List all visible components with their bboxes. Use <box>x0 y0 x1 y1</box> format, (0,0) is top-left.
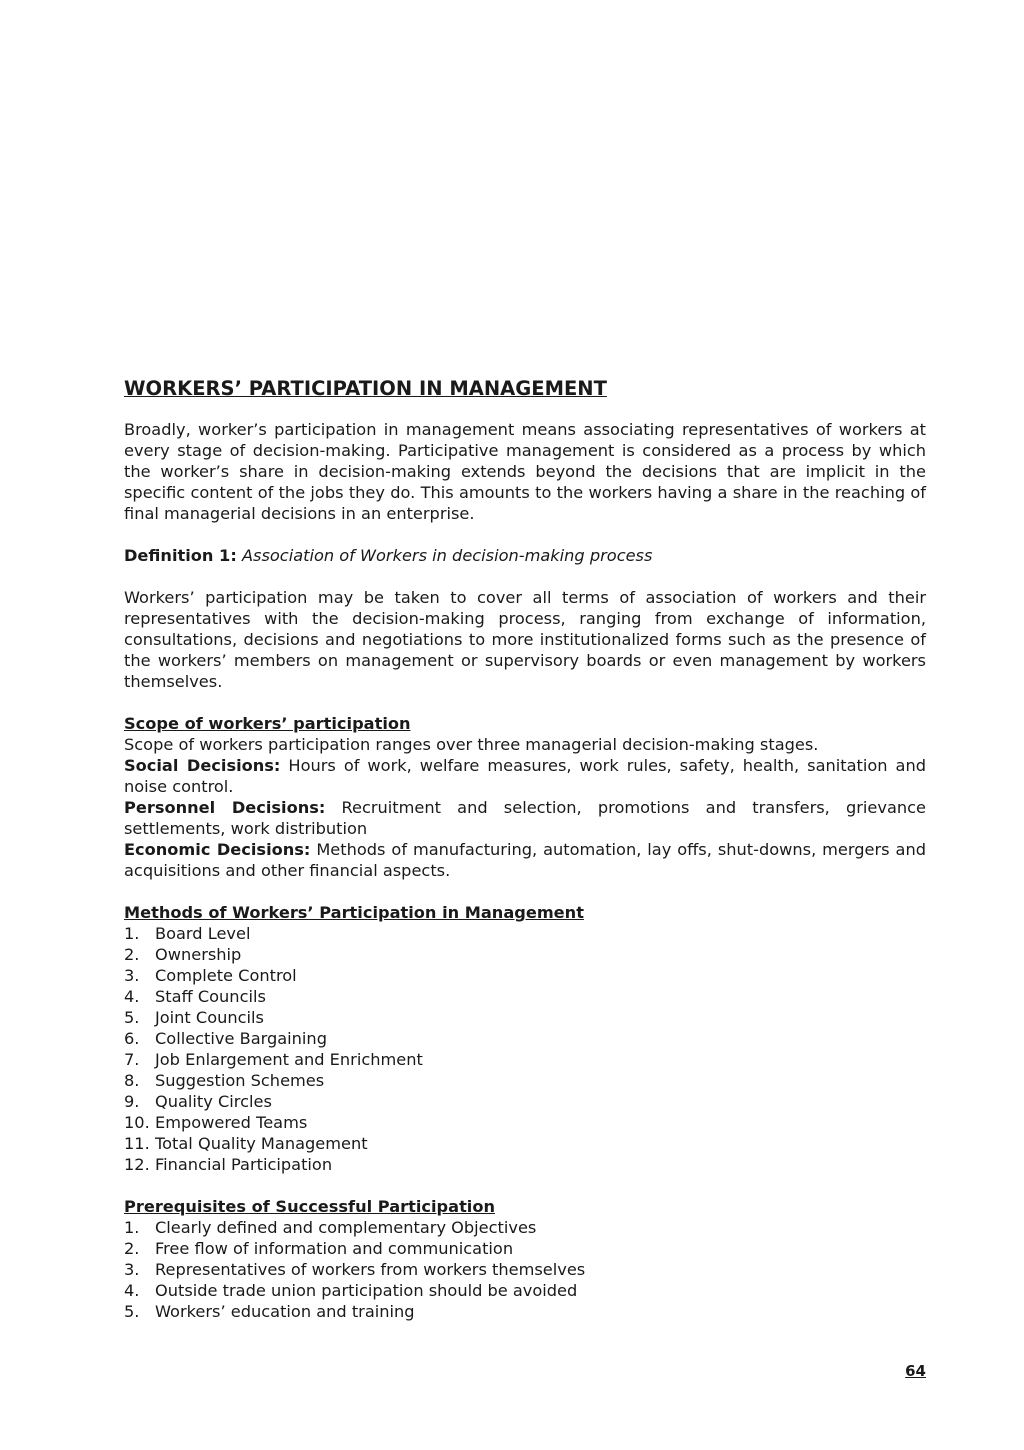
list-item <box>124 1259 926 1280</box>
list-item <box>124 944 926 965</box>
list-item-text: Complete Control <box>155 966 297 985</box>
list-item-text: Collective Bargaining <box>155 1029 327 1048</box>
list-item-text: Job Enlargement and Enrichment <box>155 1050 423 1069</box>
page-number: 64 <box>905 1362 926 1380</box>
definition-text: Association of Workers in decision-making process <box>241 546 653 565</box>
list-item-text: Free flow of information and communication <box>155 1239 514 1258</box>
list-item-number: 2. <box>124 1239 140 1258</box>
list-item-number: 2. <box>124 945 140 964</box>
list-item-text: Total Quality Management <box>155 1134 368 1153</box>
list-item-text: Joint Councils <box>155 1008 264 1027</box>
list-item-number: 12. <box>124 1155 150 1174</box>
economic-decisions-text: Methods of manufacturing, automation, lay offs, shut-downs, mergers and acquisitions and other financial aspects. <box>124 840 926 880</box>
list-item-text: Representatives of workers from workers themselves <box>155 1260 586 1279</box>
list-item-number: 3. <box>124 966 140 985</box>
definition-label: Definition 1: <box>124 546 237 565</box>
list-item-text: Staff Councils <box>155 987 266 1006</box>
list-item <box>124 1112 926 1133</box>
scope-intro: Scope of workers participation ranges over three managerial decision-making stages. <box>124 735 819 754</box>
list-item <box>124 1280 926 1301</box>
list-item <box>124 1007 926 1028</box>
personnel-decisions-text: Recruitment and selection, promotions and transfers, grievance settlements, work distribution <box>124 798 926 838</box>
list-item-text: Board Level <box>155 924 251 943</box>
list-item <box>124 1028 926 1049</box>
social-decisions-text: Hours of work, welfare measures, work rules, safety, health, sanitation and noise control. <box>124 756 926 796</box>
list-item-number: 3. <box>124 1260 140 1279</box>
list-item-number: 1. <box>124 1218 140 1237</box>
list-item-text: Financial Participation <box>155 1155 333 1174</box>
page-title: WORKERS’ PARTICIPATION IN MANAGEMENT <box>124 377 607 400</box>
economic-decisions-label: Economic Decisions: <box>124 840 311 859</box>
list-item-text: Quality Circles <box>155 1092 272 1111</box>
social-decisions <box>124 755 926 797</box>
document-page <box>124 376 926 1322</box>
personnel-decisions-label: Personnel Decisions: <box>124 798 326 817</box>
personnel-decisions <box>124 797 926 839</box>
methods-heading: Methods of Workers’ Participation in Management <box>124 903 584 922</box>
list-item <box>124 1133 926 1154</box>
methods-list <box>124 923 926 1175</box>
list-item <box>124 965 926 986</box>
list-item <box>124 1049 926 1070</box>
definition-line <box>124 545 926 566</box>
list-item <box>124 1238 926 1259</box>
spacer <box>124 1175 926 1196</box>
list-item-number: 5. <box>124 1302 140 1321</box>
spacer <box>124 524 926 545</box>
list-item-number: 4. <box>124 1281 140 1300</box>
list-item-number: 1. <box>124 924 140 943</box>
intro-paragraph: Broadly, worker’s participation in management means associating representatives of workers at every stage of decision-making. Participative management is considered as a process by which the worker’s share in decision-making extends beyond the decisions that are implicit in the specific content of the jobs they do. This amounts to the workers having a share in the reaching of final managerial decisions in an enterprise. <box>124 420 926 523</box>
list-item <box>124 1217 926 1238</box>
list-item <box>124 1070 926 1091</box>
prerequisites-list <box>124 1217 926 1322</box>
list-item-number: 10. <box>124 1113 150 1132</box>
list-item <box>124 1301 926 1322</box>
definition-body: Workers’ participation may be taken to cover all terms of association of workers and their representatives with the decision-making process, ranging from exchange of information, consultations, decisions and negotiations to more institutionalized forms such as the presence of the workers’ members on management or supervisory boards or even management by workers themselves. <box>124 588 926 691</box>
social-decisions-label: Social Decisions: <box>124 756 281 775</box>
list-item-number: 9. <box>124 1092 140 1111</box>
list-item-text: Ownership <box>155 945 242 964</box>
list-item-number: 11. <box>124 1134 150 1153</box>
economic-decisions <box>124 839 926 881</box>
list-item-text: Outside trade union participation should be avoided <box>155 1281 578 1300</box>
list-item-number: 8. <box>124 1071 140 1090</box>
list-item <box>124 1154 926 1175</box>
list-item-text: Suggestion Schemes <box>155 1071 325 1090</box>
list-item-text: Workers’ education and training <box>155 1302 415 1321</box>
list-item-number: 4. <box>124 987 140 1006</box>
spacer <box>124 881 926 902</box>
spacer <box>124 692 926 713</box>
list-item <box>124 1091 926 1112</box>
list-item-number: 6. <box>124 1029 140 1048</box>
list-item <box>124 923 926 944</box>
list-item-number: 7. <box>124 1050 140 1069</box>
list-item <box>124 986 926 1007</box>
list-item-number: 5. <box>124 1008 140 1027</box>
prerequisites-heading: Prerequisites of Successful Participation <box>124 1197 496 1216</box>
list-item-text: Clearly defined and complementary Objectives <box>155 1218 537 1237</box>
spacer <box>124 566 926 587</box>
scope-heading: Scope of workers’ participation <box>124 714 411 733</box>
list-item-text: Empowered Teams <box>155 1113 308 1132</box>
